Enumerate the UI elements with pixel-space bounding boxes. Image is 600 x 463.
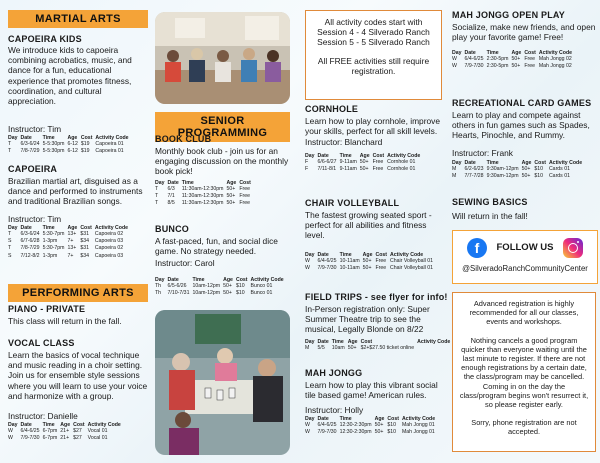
table-cell: Cards 01 [548, 173, 570, 180]
codes-line-3: Session 5 - 5 Silverado Ranch [317, 37, 430, 48]
table-header-cell: Time [181, 180, 194, 186]
table-cell: 10am [331, 345, 345, 351]
table-cell: 50+ [223, 290, 232, 297]
mah-jongg-table [305, 416, 438, 436]
table-cell: T [8, 148, 12, 155]
table-cell: 50+ [359, 159, 369, 165]
table-cell: Free [239, 200, 250, 207]
table-cell: 7/9-7/30 [464, 63, 484, 70]
table-cell: 5:30-7pm [42, 245, 65, 252]
table-cell: $10 [235, 283, 245, 289]
table-header-cell: Age [359, 153, 370, 159]
vocal-desc: Learn the basics of vocal technique and music reading in a choir setting. Join us for ensemble style sessions where you will learn to use your voice and harmonize with a group. [8, 350, 148, 401]
table-header-cell: Day [305, 252, 315, 258]
table-header-cell: Date [20, 135, 32, 141]
table-cell: Mah Jongg 01 [401, 429, 435, 436]
notice-paragraph-2: Nothing cancels a good program quicker than everyone waiting until the last minute to register. If there are not enough registrations by a certain date, the class/program may be cancelled. Coming in on the day the class/program begins won't resurrect it, so please register early. [459, 335, 589, 410]
table-cell: 7/9-7/30 [20, 435, 40, 442]
table-row [452, 173, 585, 180]
table-cell: 2:30-5pm [486, 63, 509, 70]
table-cell: 5/5 [317, 345, 325, 351]
capoeira-desc: Brazilian martial art, disguised as a dance and performed to instruments and traditional Brazilian songs. [8, 176, 143, 207]
field-trips-title: FIELD TRIPS - see flyer for info! [305, 292, 448, 302]
codes-line-2: Session 4 - 4 Silverado Ranch [317, 27, 430, 38]
table-header-cell: Cost [372, 153, 385, 159]
table-cell: 7/8-7/29 [20, 148, 40, 155]
capoeira-kids-instructor: Instructor: Tim [8, 124, 62, 134]
table-cell: Vocal 01 [87, 428, 108, 434]
table-cell: 50+ [521, 166, 531, 172]
table-header-cell: Time [339, 252, 352, 258]
table-header-cell: Cost [235, 277, 248, 283]
table-cell: 6/3-6/24 [20, 231, 40, 237]
card-games-desc: Learn to play and compete against others in fun games such as Spades, Hearts, Pinochle, and Rummy. [452, 110, 590, 141]
table-header-cell: Activity Code [387, 153, 421, 159]
table-header-cell: Cost [80, 135, 93, 141]
table-header-cell: Time [331, 339, 344, 345]
card-games-instructor: Instructor: Frank [452, 148, 513, 158]
book-club-title: BOOK CLUB [155, 134, 212, 144]
table-cell: 7+ [67, 252, 74, 259]
martial-arts-banner: MARTIAL ARTS [8, 10, 148, 28]
table-cell: W [305, 258, 310, 264]
table-cell: W [8, 428, 13, 434]
table-cell: Bunco 01 [250, 290, 273, 297]
table-cell: 6-12 [67, 148, 78, 155]
table-row [155, 200, 254, 207]
table-cell: 9-11am [339, 166, 357, 173]
table-cell: 6/3 [167, 186, 175, 192]
table-cell: T [8, 245, 12, 252]
table-row [305, 265, 436, 272]
table-cell [417, 345, 453, 352]
field-trips-table [305, 339, 453, 352]
table-cell: 21+ [60, 428, 70, 434]
photo-seated-exercise [155, 12, 290, 104]
table-header-cell: Activity Code [87, 422, 121, 428]
table-cell: Capoeira 01 [95, 141, 124, 147]
table-header-cell: Date [464, 50, 476, 56]
table-row [452, 166, 585, 173]
table-header-cell: Cost [534, 160, 546, 166]
book-club-table [155, 180, 254, 208]
table-cell: 7/9-7/30 [317, 265, 337, 272]
table-cell: Capoeira 01 [95, 148, 124, 155]
codes-line-1: All activity codes start with [324, 17, 423, 27]
table-cell: 7+ [67, 238, 74, 245]
photo-dominoes-game [155, 310, 290, 455]
table-cell: $10 [534, 166, 544, 172]
table-header-cell: Age [67, 135, 78, 141]
table-cell: 10am-12pm [192, 283, 221, 289]
table-cell: Chair Volleyball 01 [390, 258, 433, 264]
table-row [8, 253, 131, 260]
table-cell: T [8, 141, 12, 147]
table-cell: Mah Jongg 02 [538, 63, 572, 70]
table-cell: 7/12-8/2 [20, 252, 40, 259]
table-cell: 50+ [226, 186, 236, 192]
table-cell: 10am-12pm [192, 290, 221, 297]
table-cell: 7/8-7/29 [20, 245, 40, 252]
table-row [8, 245, 131, 252]
table-cell: W [8, 435, 13, 442]
table-row [8, 435, 124, 442]
mah-jongg-desc: Learn how to play this vibrant social tile based game! American rules. [305, 380, 438, 401]
table-cell: 6/4-6/25 [20, 428, 40, 434]
table-cell: $34 [80, 252, 89, 259]
table-cell: Free [524, 63, 535, 70]
table-header-cell: Age [362, 252, 373, 258]
table-header-cell: Time [42, 422, 55, 428]
table-header-cell: Activity Code [94, 225, 128, 231]
table-cell: F [305, 166, 309, 173]
table-cell: 9:30am-12pm [486, 173, 519, 180]
table-cell: 5-5:30pm [42, 148, 65, 155]
capoeira-instructor: Instructor: Tim [8, 214, 62, 224]
table-cell: 2:30-5pm [486, 56, 509, 62]
table-header-cell: Date [317, 153, 329, 159]
table-cell: $2+$27.50 ticket online [360, 345, 415, 351]
table-cell: Capoeira 03 [94, 238, 124, 245]
table-cell: 5-5:30pm [42, 141, 65, 147]
table-cell: 50+ [223, 283, 232, 289]
table-header-cell: Activity Code [95, 135, 129, 141]
table-header-cell: Age [521, 160, 532, 166]
table-row [8, 148, 132, 155]
capoeira-kids-table [8, 135, 132, 155]
table-header-cell: Activity Code [548, 160, 583, 166]
table-cell: M [305, 345, 310, 351]
photo-dominoes-game-image [155, 310, 290, 455]
table-cell: Free [375, 258, 387, 264]
table-header-cell: Day [8, 225, 18, 231]
photo-seated-exercise-image [155, 12, 290, 104]
table-cell: Capoeira 03 [94, 252, 124, 259]
senior-programming-banner: SENIOR PROGRAMMING [155, 112, 290, 142]
table-cell: 7/10-7/31 [167, 290, 190, 297]
facebook-icon[interactable]: f [467, 238, 487, 258]
table-cell: T [155, 193, 159, 200]
cornhole-desc: Learn how to play cornhole, improve your skills, perfect for all skill levels. [305, 116, 441, 137]
table-cell: 50+ [362, 265, 372, 272]
piano-desc: This class will return in the fall. [8, 316, 122, 326]
vocal-table [8, 422, 124, 442]
table-header-cell: Activity Code [538, 50, 572, 56]
table-row [305, 345, 453, 352]
table-cell: Free [524, 56, 535, 62]
table-cell: 6/5-6/26 [167, 283, 187, 289]
table-cell: 7/1 [167, 193, 175, 200]
bunco-instructor: Instructor: Carol [155, 258, 215, 268]
table-row [155, 186, 254, 193]
table-row [452, 63, 575, 70]
chair-volleyball-desc: The fastest growing seated sport - perfect for all abilities and fitness level. [305, 210, 432, 241]
table-cell: 9-11am [339, 159, 357, 165]
table-cell: 6-7pm [42, 435, 58, 442]
capoeira-kids-title: CAPOEIRA KIDS [8, 34, 82, 44]
table-header-cell: Cost [239, 180, 251, 186]
table-cell: 7/7-7/28 [464, 173, 484, 180]
table-cell: W [305, 265, 310, 272]
table-header-cell: Cost [387, 416, 399, 422]
table-cell: 13+ [67, 231, 77, 237]
table-row [8, 428, 124, 435]
table-header-cell: Date [167, 180, 179, 186]
table-cell: $10 [387, 422, 397, 428]
table-header-cell: Day [155, 277, 165, 283]
table-cell: 6/4-6/25 [317, 422, 337, 428]
sewing-title: SEWING BASICS [452, 197, 528, 207]
table-row [8, 141, 132, 148]
table-header-cell: Date [20, 422, 32, 428]
table-cell: W [452, 63, 457, 70]
notice-paragraph-1: Advanced registration is highly recommended for all our classes, events and workshops. [469, 299, 579, 327]
table-cell: S [8, 238, 12, 245]
table-cell: Cornhole 01 [387, 159, 416, 165]
table-cell: $27 [73, 428, 82, 434]
capoeira-kids-desc: We introduce kids to capoeira combining acrobatics, music, and dance for a fun, educational experience that promotes fitness, coordination, and cultural appreciation. [8, 45, 132, 107]
vocal-instructor: Instructor: Danielle [8, 411, 78, 421]
table-cell: F [305, 159, 309, 165]
table-header-cell: Date [464, 160, 476, 166]
table-header-cell: Cost [375, 252, 388, 258]
table-cell: 12:30-2:30pm [339, 429, 372, 436]
table-cell: 9:30am-12pm [486, 166, 519, 172]
table-cell: M [452, 166, 457, 172]
mah-jongg-instructor: Instructor: Holly [305, 405, 364, 415]
table-header-cell: Day [305, 153, 315, 159]
table-cell: Free [239, 186, 250, 192]
table-cell: $19 [80, 148, 90, 155]
card-games-table [452, 160, 585, 180]
table-cell: 7/11-8/1 [317, 166, 337, 173]
table-cell: Cornhole 01 [387, 166, 416, 173]
table-header-cell: Age [347, 339, 358, 345]
table-cell: 50+ [347, 345, 357, 351]
table-row [155, 290, 287, 297]
mah-jongg-open-table [452, 50, 575, 70]
table-cell: Bunco 01 [250, 283, 273, 289]
table-cell: $10 [235, 290, 245, 297]
table-cell: $27 [73, 435, 82, 442]
table-header-cell: Age [226, 180, 237, 186]
registration-notice [452, 292, 596, 452]
table-cell: Th [155, 283, 162, 289]
table-cell: 50+ [521, 173, 531, 180]
table-row [8, 238, 131, 245]
table-cell: 7/9-7/30 [317, 429, 337, 436]
table-cell: 10-11am [339, 258, 360, 264]
table-cell: Free [239, 193, 250, 200]
table-cell: Mah Jongg 01 [401, 422, 435, 428]
book-club-desc: Monthly book club - join us for an engaging discussion on the monthly book pick! [155, 146, 289, 177]
table-cell: 11:30am-12:30pm [181, 186, 224, 192]
table-cell: Cards 01 [548, 166, 570, 172]
instagram-icon[interactable] [563, 238, 583, 258]
social-box [452, 230, 598, 284]
capoeira-title: CAPOEIRA [8, 164, 58, 174]
table-cell: $19 [80, 141, 90, 147]
notice-paragraph-3: Sorry, phone registration are not accepted. [471, 418, 577, 437]
table-cell: 50+ [511, 56, 521, 62]
table-cell: T [155, 186, 159, 192]
table-cell: 6-7pm [42, 428, 58, 434]
table-header-cell: Date [20, 225, 32, 231]
table-cell: 1-3pm [42, 238, 58, 245]
table-cell: M [452, 173, 457, 180]
table-header-cell: Time [339, 416, 352, 422]
mah-jongg-open-title: MAH JONGG OPEN PLAY [452, 10, 565, 20]
table-row [305, 422, 438, 429]
mah-jongg-title: MAH JONGG [305, 368, 363, 378]
table-cell: 6/3-6/24 [20, 141, 40, 147]
table-header-cell: Day [452, 160, 462, 166]
table-cell: W [452, 56, 457, 62]
table-cell: Th [155, 290, 162, 297]
table-header-cell: Time [486, 160, 499, 166]
cornhole-instructor: Instructor: Blanchard [305, 137, 383, 147]
table-header-cell: Day [155, 180, 165, 186]
table-cell: W [305, 429, 310, 436]
piano-title: PIANO - PRIVATE [8, 304, 86, 314]
follow-us-label: FOLLOW US [496, 242, 554, 253]
sewing-desc: Will return in the fall! [452, 211, 528, 221]
table-header-cell: Day [305, 416, 315, 422]
table-cell: 11:30am-12:30pm [181, 193, 224, 200]
table-cell: 50+ [511, 63, 521, 70]
table-cell: 50+ [226, 200, 236, 207]
table-cell: 13+ [67, 245, 77, 252]
bunco-table [155, 277, 287, 297]
table-cell: 1-3pm [42, 252, 58, 259]
table-row [155, 283, 287, 290]
table-header-cell: Day [8, 135, 18, 141]
chair-volleyball-table [305, 252, 436, 272]
table-cell: 21+ [60, 435, 70, 442]
table-header-cell: Cost [360, 339, 373, 345]
table-header-cell: Time [192, 277, 205, 283]
cornhole-table [305, 153, 423, 173]
codes-line-4: All FREE activities still require [317, 55, 430, 66]
table-row [305, 429, 438, 436]
table-cell: 6/4-6/25 [317, 258, 337, 264]
table-cell: 6-12 [67, 141, 78, 147]
table-header-cell: Age [67, 225, 78, 231]
cornhole-title: CORNHOLE [305, 104, 359, 114]
table-cell: Free [372, 166, 384, 173]
vocal-title: VOCAL CLASS [8, 338, 75, 348]
table-cell: $10 [534, 173, 544, 180]
mah-jongg-open-desc: Socialize, make new friends, and open play your favorite game! Free! [452, 22, 596, 43]
table-header-cell: Date [317, 339, 329, 345]
table-header-cell: Day [452, 50, 462, 56]
table-header-cell: Date [317, 416, 329, 422]
card-games-title: RECREATIONAL CARD GAMES [452, 98, 592, 108]
bunco-desc: A fast-paced, fun, and social dice game. No strategy needed. [155, 236, 278, 257]
table-cell: 50+ [362, 258, 372, 264]
table-cell: 6/2-6/23 [464, 166, 484, 172]
table-row [452, 56, 575, 63]
table-cell: $10 [387, 429, 397, 436]
table-header-cell: Cost [524, 50, 536, 56]
table-cell: Capoeira 02 [94, 245, 124, 252]
table-row [8, 231, 131, 238]
bunco-title: BUNCO [155, 224, 189, 234]
table-cell: Capoeira 02 [94, 231, 124, 237]
table-cell: T [155, 200, 159, 207]
table-header-cell: Date [167, 277, 179, 283]
performing-arts-banner: PERFORMING ARTS [8, 284, 148, 302]
social-handle[interactable]: @SilveradoRanchCommunityCenter [462, 264, 588, 273]
table-cell: $31 [80, 231, 89, 237]
table-header-cell: Activity Code [417, 339, 451, 345]
field-trips-desc: In-Person registration only: Super Summer Theatre trip to see the musical, Legally Blonde on 8/22 [305, 304, 430, 335]
table-header-cell: Activity Code [401, 416, 436, 422]
table-cell: Free [375, 265, 387, 272]
table-cell: Chair Volleyball 01 [390, 265, 433, 272]
table-cell: Vocal 01 [87, 435, 108, 442]
table-cell: 50+ [359, 166, 369, 173]
table-header-cell: Age [223, 277, 233, 283]
table-row [305, 258, 436, 265]
table-cell: $31 [80, 245, 89, 252]
table-header-cell: Date [317, 252, 329, 258]
table-header-cell: Age [511, 50, 522, 56]
table-header-cell: Time [486, 50, 499, 56]
table-header-cell: Activity Code [250, 277, 284, 283]
table-cell: W [305, 422, 310, 428]
table-header-cell: Cost [73, 422, 85, 428]
table-cell: 12:30-2:30pm [339, 422, 372, 428]
table-row [155, 193, 254, 200]
table-header-cell: Day [8, 422, 18, 428]
table-header-cell: Time [42, 225, 55, 231]
table-cell: Mah Jongg 02 [538, 56, 572, 62]
capoeira-table [8, 225, 131, 260]
table-header-cell: Day [305, 339, 315, 345]
table-row [305, 166, 423, 173]
table-cell: 6/7-6/28 [20, 238, 40, 245]
table-header-cell: Age [374, 416, 385, 422]
table-cell: 6/6-6/27 [317, 159, 337, 165]
chair-volleyball-title: CHAIR VOLLEYBALL [305, 198, 400, 208]
table-cell: 50+ [374, 429, 384, 436]
table-cell: 10-11am [339, 265, 360, 272]
table-header-cell: Cost [80, 225, 92, 231]
table-header-cell: Activity Code [390, 252, 424, 258]
activity-codes-box [305, 10, 442, 100]
table-cell: 8/5 [167, 200, 175, 207]
table-cell: 5:30-7pm [42, 231, 65, 237]
table-cell: 50+ [374, 422, 384, 428]
table-header-cell: Time [339, 153, 352, 159]
table-cell: 6/4-6/25 [464, 56, 484, 62]
table-cell: S [8, 252, 12, 259]
table-cell: $34 [80, 238, 89, 245]
table-cell: 50+ [226, 193, 236, 200]
table-cell: T [8, 231, 12, 237]
table-header-cell: Time [42, 135, 55, 141]
table-header-cell: Age [60, 422, 71, 428]
table-cell: Free [372, 159, 384, 165]
table-cell: 11:30am-12:30pm [181, 200, 224, 207]
table-row [305, 159, 423, 166]
codes-line-5: registration. [351, 65, 396, 76]
